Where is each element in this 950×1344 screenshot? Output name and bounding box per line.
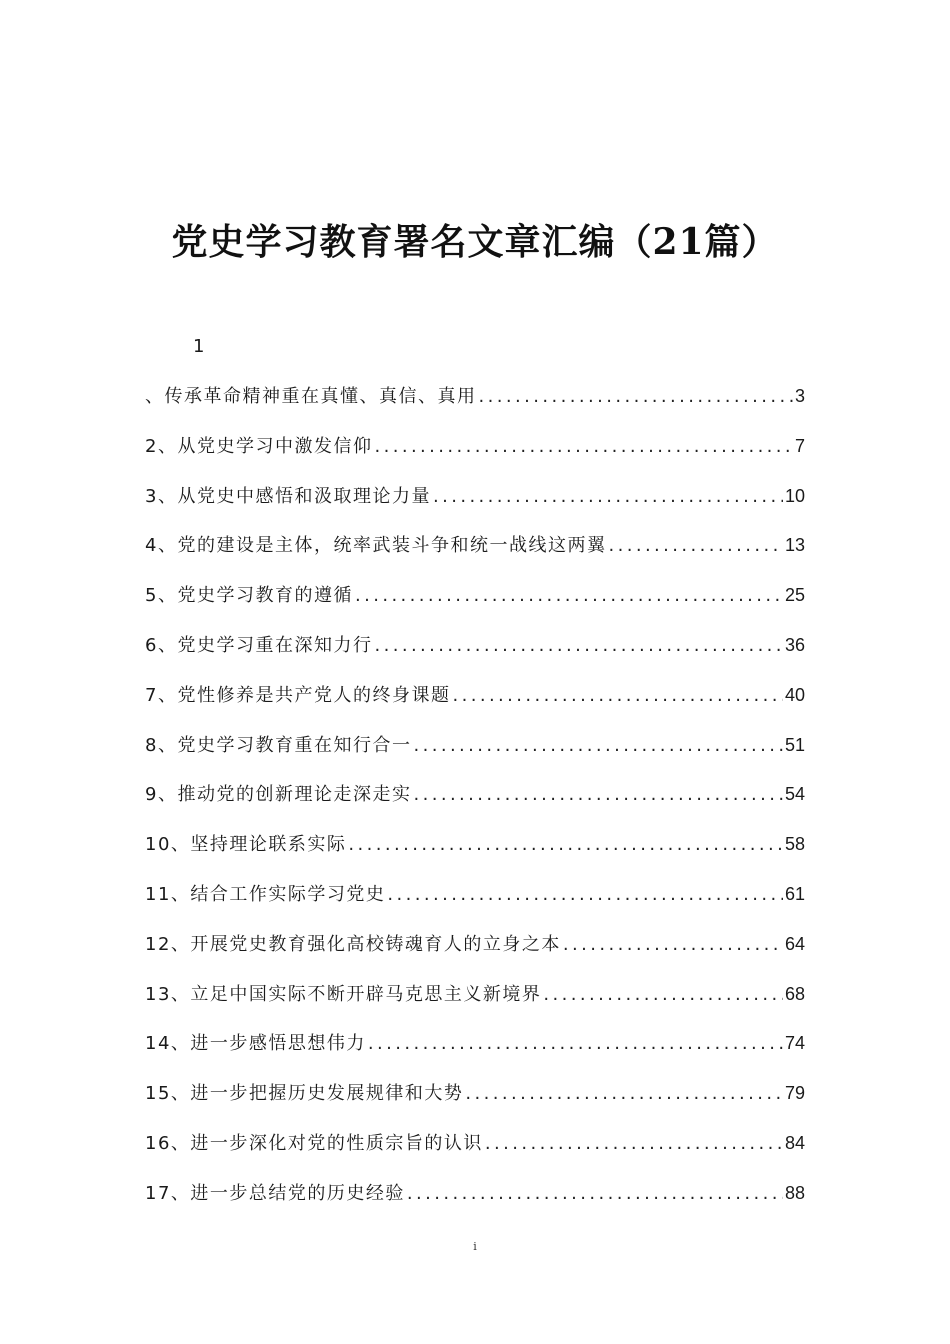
toc-dot-leader — [485, 1130, 783, 1158]
toc-entry[interactable] — [145, 382, 805, 432]
table-of-contents — [145, 382, 805, 1229]
toc-entry-page: 36 — [784, 634, 805, 655]
toc-entry[interactable] — [145, 432, 805, 482]
toc-entry-title: 10、坚持理论联系实际 — [145, 834, 347, 856]
toc-entry-title: 14、进一步感悟思想伟力 — [145, 1033, 366, 1055]
toc-entry-page: 61 — [784, 883, 805, 904]
toc-entry-page: 74 — [784, 1033, 805, 1054]
toc-entry-page: 64 — [784, 933, 805, 954]
toc-dot-leader — [407, 1180, 783, 1208]
toc-dot-leader — [479, 383, 793, 411]
toc-entry-page: 3 — [794, 386, 805, 406]
toc-entry-page: 84 — [784, 1132, 805, 1153]
toc-entry-title: 16、进一步深化对党的性质宗旨的认识 — [145, 1132, 483, 1154]
toc-entry-page: 51 — [784, 734, 805, 755]
toc-dot-leader — [348, 831, 783, 859]
toc-dot-leader — [387, 881, 783, 909]
toc-entry[interactable] — [145, 980, 805, 1030]
toc-entry[interactable] — [145, 681, 805, 731]
toc-entry[interactable] — [145, 1179, 805, 1229]
toc-entry-title: 2、从党史学习中激发信仰 — [145, 435, 373, 457]
toc-entry-page: 68 — [784, 983, 805, 1004]
toc-entry-page: 54 — [784, 784, 805, 805]
toc-entry-page: 58 — [784, 834, 805, 855]
toc-entry-page: 25 — [784, 585, 805, 606]
toc-entry[interactable] — [145, 780, 805, 830]
toc-first-number: 1 — [193, 336, 205, 357]
toc-dot-leader — [413, 781, 783, 809]
toc-entry[interactable] — [145, 531, 805, 581]
toc-entry-title: 15、进一步把握历史发展规律和大势 — [145, 1083, 464, 1105]
toc-dot-leader — [355, 582, 783, 610]
toc-dot-leader — [543, 981, 783, 1009]
toc-dot-leader — [374, 433, 793, 461]
toc-entry-title: 6、党史学习重在深知力行 — [145, 634, 373, 656]
toc-entry[interactable] — [145, 1029, 805, 1079]
toc-entry[interactable] — [145, 1079, 805, 1129]
toc-entry[interactable] — [145, 581, 805, 631]
toc-entry-title: 11、结合工作实际学习党史 — [145, 883, 386, 905]
toc-entry-title: 9、推动党的创新理论走深走实 — [145, 784, 412, 806]
toc-entry-title: 5、党史学习教育的遵循 — [145, 585, 353, 607]
toc-entry-page: 88 — [784, 1182, 805, 1203]
footer-page-number: i — [473, 1240, 477, 1253]
toc-dot-leader — [563, 931, 783, 959]
toc-entry-title: 8、党史学习教育重在知行合一 — [145, 734, 412, 756]
toc-entry[interactable] — [145, 482, 805, 532]
toc-entry-title: 13、立足中国实际不断开辟马克思主义新境界 — [145, 983, 542, 1005]
toc-entry[interactable] — [145, 1129, 805, 1179]
toc-entry-title: 4、党的建设是主体，统率武装斗争和统一战线这两翼 — [145, 535, 607, 557]
page-title: 党史学习教育署名文章汇编（21篇） — [171, 221, 779, 263]
toc-entry[interactable] — [145, 631, 805, 681]
toc-entry-title: 、传承革命精神重在真懂、真信、真用 — [145, 386, 477, 407]
toc-entry-page: 79 — [784, 1083, 805, 1104]
toc-entry-page: 40 — [784, 684, 805, 705]
toc-entry-title: 12、开展党史教育强化高校铸魂育人的立身之本 — [145, 933, 561, 955]
toc-entry-title: 7、党性修养是共产党人的终身课题 — [145, 684, 451, 706]
toc-entry[interactable] — [145, 830, 805, 880]
toc-entry-title: 3、从党史中感悟和汲取理论力量 — [145, 485, 431, 507]
toc-dot-leader — [368, 1030, 783, 1058]
toc-entry[interactable] — [145, 930, 805, 980]
toc-entry-page: 13 — [784, 535, 805, 556]
toc-dot-leader — [452, 682, 783, 710]
toc-entry-page: 7 — [794, 435, 805, 456]
toc-dot-leader — [465, 1080, 783, 1108]
toc-dot-leader — [433, 483, 783, 511]
toc-dot-leader — [608, 532, 783, 560]
toc-dot-leader — [413, 732, 783, 760]
toc-entry[interactable] — [145, 880, 805, 930]
toc-entry-page: 10 — [784, 485, 805, 506]
toc-entry-title: 17、进一步总结党的历史经验 — [145, 1182, 405, 1204]
toc-dot-leader — [374, 632, 783, 660]
toc-entry[interactable] — [145, 731, 805, 781]
